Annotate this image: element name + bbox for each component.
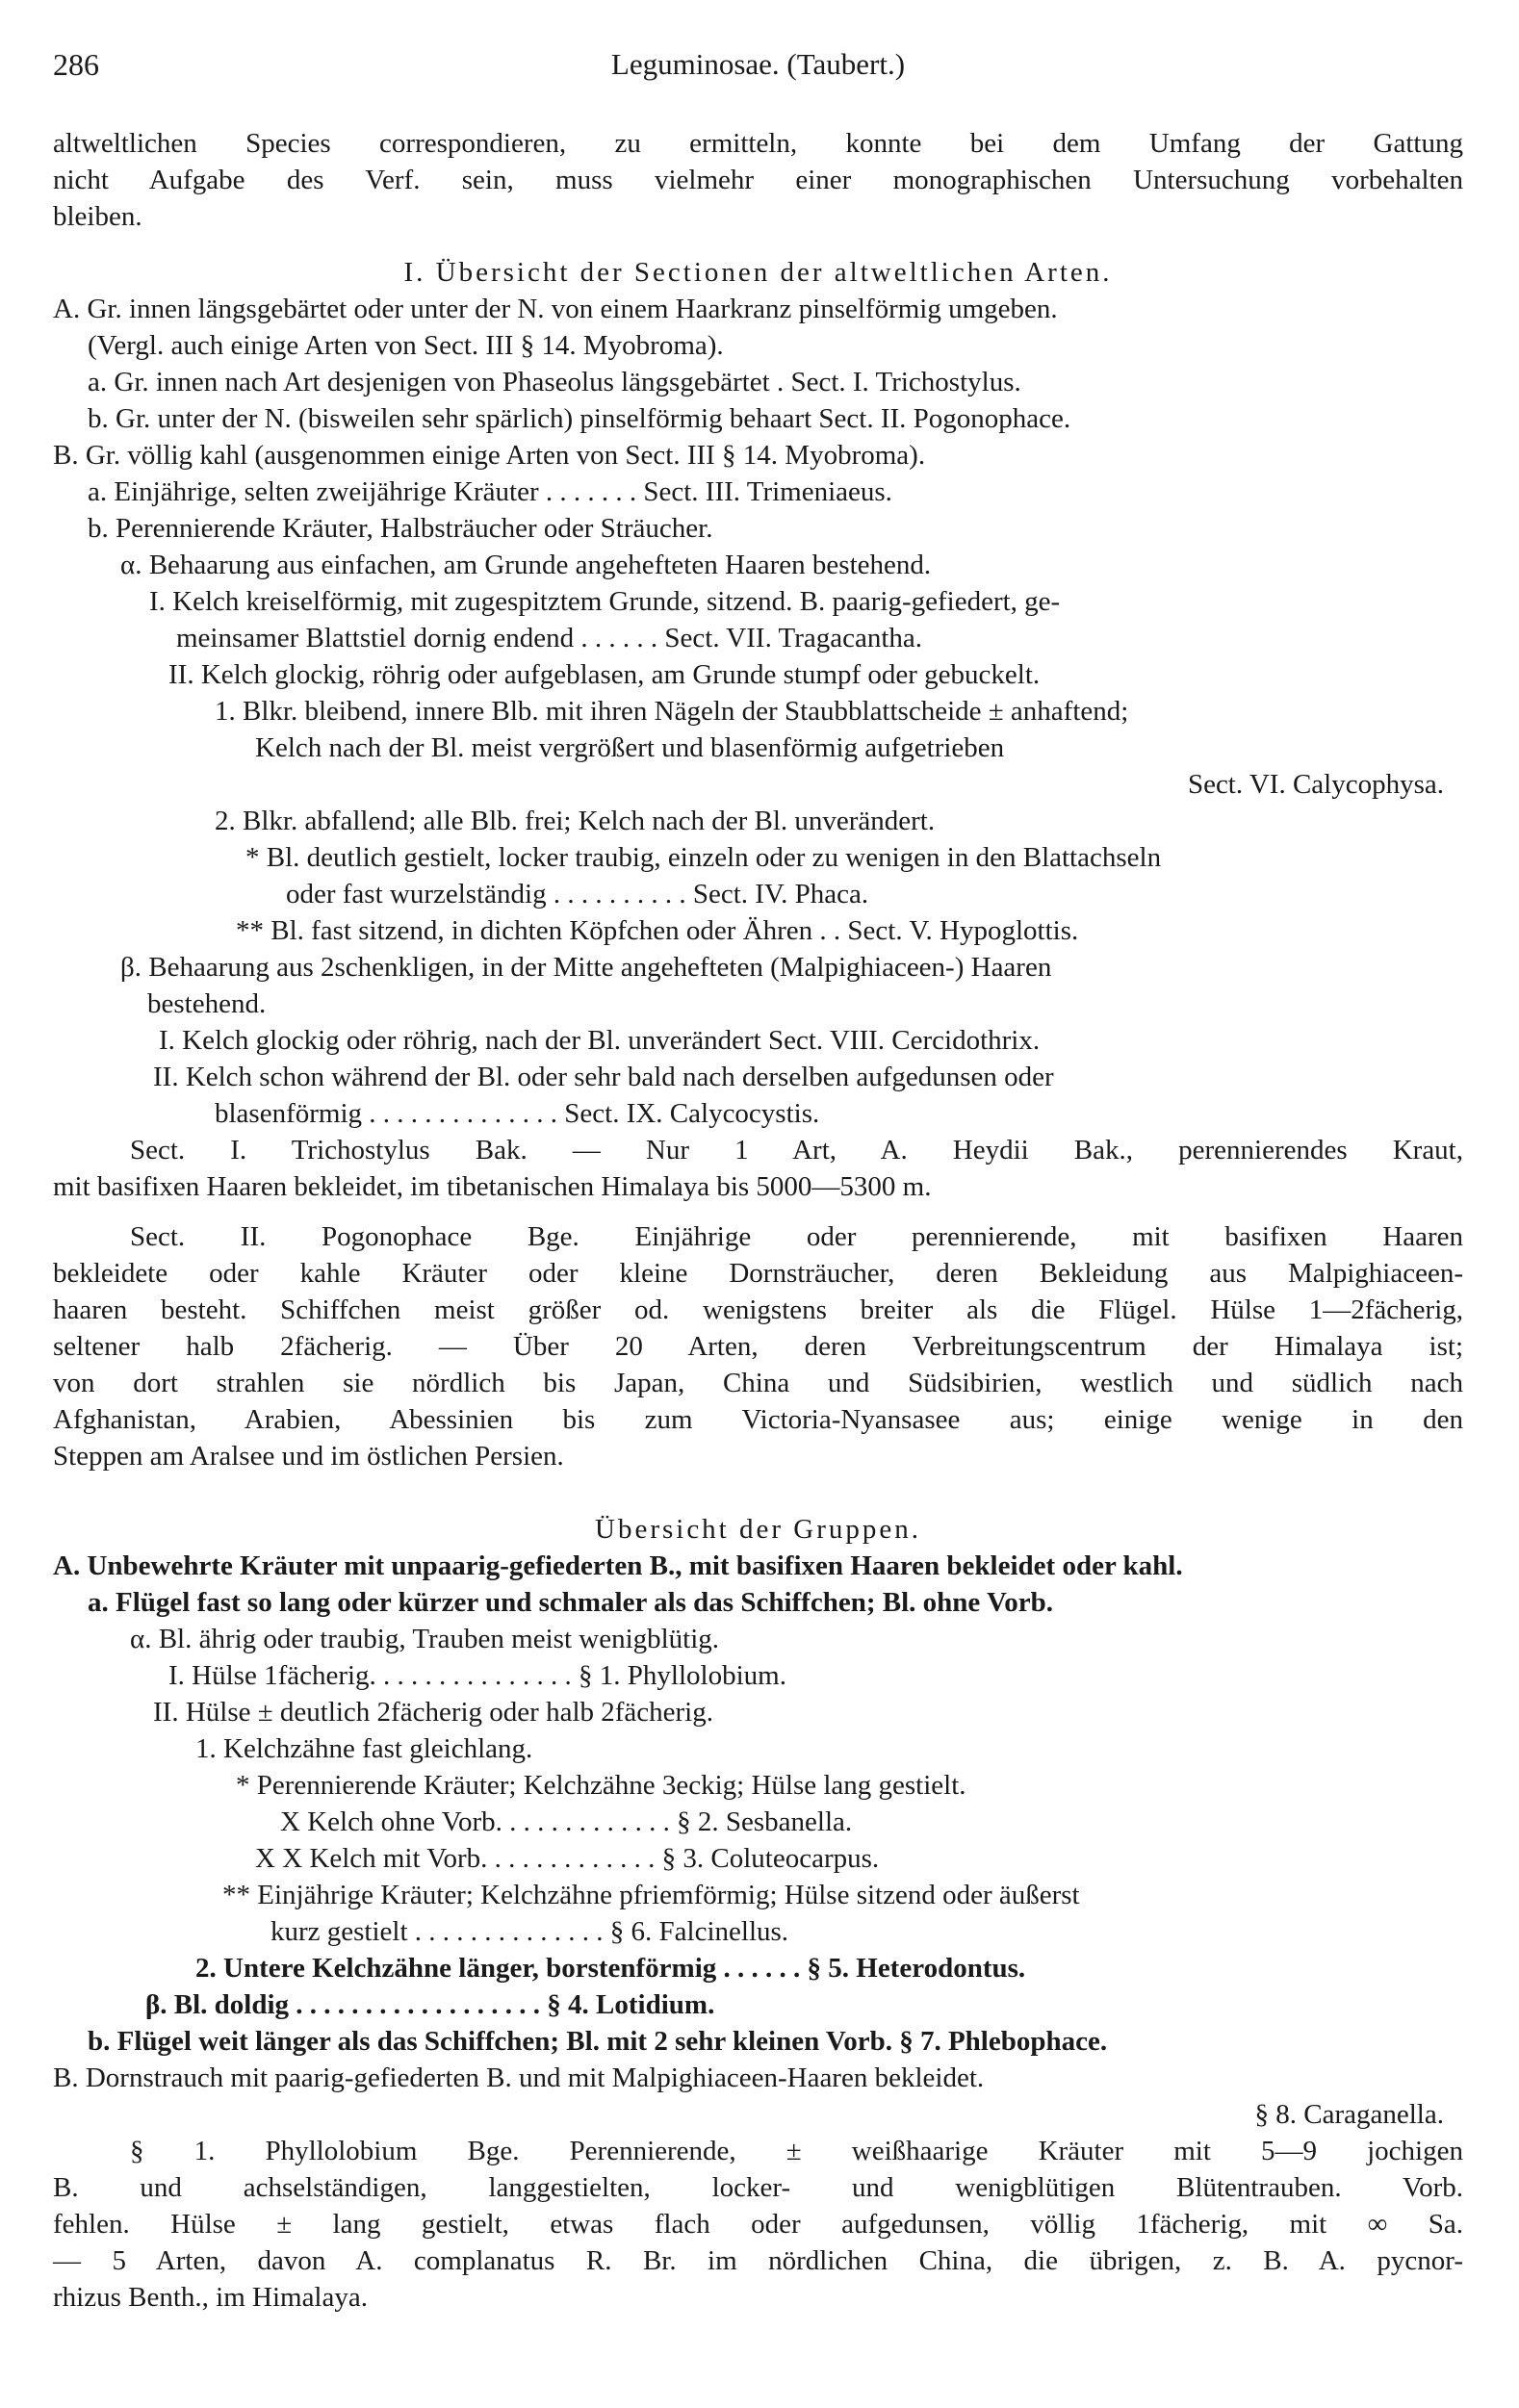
key-line: α. Bl. ährig oder traubig, Trauben meist wenigblütig. bbox=[130, 1624, 720, 1654]
key-line: A. Gr. innen längsgebärtet oder unter der N. von einem Haarkranz pinselförmig umgeben. bbox=[53, 294, 1058, 324]
text-line: rhizus Benth., im Himalaya. bbox=[53, 2282, 368, 2313]
running-head: Leguminosae. (Taubert.) bbox=[610, 47, 906, 81]
text-line: nicht Aufgabe des Verf. sein, muss vielmehr einer monographischen Untersuchung vorbehalten bbox=[53, 165, 1463, 195]
text-line: — 5 Arten, davon A. complanatus R. Br. im nördlichen China, die übrigen, z. B. A. pycnor- bbox=[53, 2245, 1463, 2276]
key-line: 2. Untere Kelchzähne länger, borstenförmig . . . . . . § 5. Heterodontus. bbox=[195, 1953, 1026, 1984]
sect-2-paragraph bbox=[53, 1218, 1463, 1474]
key-line: II. Hülse ± deutlich 2fächerig oder halb 2fächerig. bbox=[153, 1697, 713, 1728]
key-line: Kelch nach der Bl. meist vergrößert und blasenförmig aufgetrieben bbox=[255, 732, 1005, 763]
text-line: fehlen. Hülse ± lang gestielt, etwas flach oder aufgedunsen, völlig 1fächerig, mit ∞ Sa. bbox=[53, 2209, 1463, 2240]
page-header bbox=[53, 46, 1463, 89]
key-line: blasenförmig . . . . . . . . . . . . . . Sect. IX. Calycocystis. bbox=[215, 1098, 820, 1129]
key-line: a. Einjährige, selten zweijährige Kräuter . . . . . . . Sect. III. Trimeniaeus. bbox=[88, 476, 892, 507]
key-line: I. Kelch glockig oder röhrig, nach der Bl. unverändert Sect. VIII. Cercidothrix. bbox=[159, 1025, 1041, 1056]
key-line: b. Perennierende Kräuter, Halbsträucher oder Sträucher. bbox=[88, 513, 713, 544]
key-line: 1. Blkr. bleibend, innere Blb. mit ihren Nägeln der Staubblattscheide ± anhaftend; bbox=[215, 696, 1129, 727]
key-line: B. Dornstrauch mit paarig-gefiederten B. und mit Malpighiaceen-Haaren bekleidet. bbox=[53, 2062, 985, 2093]
key-line: B. Gr. völlig kahl (ausgenommen einige Arten von Sect. III § 14. Myobroma). bbox=[53, 440, 926, 471]
page-body bbox=[53, 125, 1463, 2316]
key-line: a. Gr. innen nach Art desjenigen von Phaseolus längsgebärtet . Sect. I. Trichostylus. bbox=[88, 367, 1021, 397]
intro-paragraph bbox=[53, 125, 1463, 235]
text-line: bekleidete oder kahle Kräuter oder kleine Dornsträucher, deren Bekleidung aus Malpighiaceen- bbox=[53, 1258, 1463, 1289]
key-line: oder fast wurzelständig . . . . . . . . . . Sect. IV. Phaca. bbox=[286, 879, 869, 909]
text-line: haaren besteht. Schiffchen meist größer od. wenigstens breiter als die Flügel. Hülse 1—2fächerig, bbox=[53, 1294, 1463, 1325]
key-line: X Kelch ohne Vorb. . . . . . . . . . . . . § 2. Sesbanella. bbox=[280, 1806, 853, 1837]
text-line: B. und achselständigen, langgestielten, locker- und wenigblütigen Blütentrauben. Vorb. bbox=[53, 2172, 1463, 2203]
key-line: A. Unbewehrte Kräuter mit unpaarig-gefiederten B., mit basifixen Haaren bekleidet oder kahl. bbox=[53, 1550, 1183, 1581]
key-line: bestehend. bbox=[147, 988, 267, 1019]
text-line: Sect. I. Trichostylus Bak. — Nur 1 Art, A. Heydii Bak., perennierendes Kraut, bbox=[130, 1135, 1463, 1166]
sect-1-paragraph bbox=[53, 1132, 1463, 1205]
text-line: Steppen am Aralsee und im östlichen Persien. bbox=[53, 1441, 564, 1472]
text-line: seltener halb 2fächerig. — Über 20 Arten, deren Verbreitungscentrum der Himalaya ist; bbox=[53, 1331, 1463, 1362]
key-line: β. Bl. doldig . . . . . . . . . . . . . . . . . . § 4. Lotidium. bbox=[145, 1989, 715, 2020]
key-line: kurz gestielt . . . . . . . . . . . . . . § 6. Falcinellus. bbox=[270, 1916, 789, 1947]
groups-key bbox=[53, 1548, 1463, 2133]
key-line: I. Hülse 1fächerig. . . . . . . . . . . . . . . § 1. Phyllolobium. bbox=[168, 1660, 786, 1691]
key-line: (Vergl. auch einige Arten von Sect. III § 14. Myobroma). bbox=[88, 330, 724, 361]
text-line: bleiben. bbox=[53, 201, 142, 232]
key-line: II. Kelch glockig, röhrig oder aufgeblasen, am Grunde stumpf oder gebuckelt. bbox=[168, 659, 1041, 690]
key-line: a. Flügel fast so lang oder kürzer und schmaler als das Schiffchen; Bl. ohne Vorb. bbox=[88, 1587, 1054, 1618]
key-line: I. Kelch kreiselförmig, mit zugespitztem Grunde, sitzend. B. paarig-gefiedert, ge- bbox=[149, 586, 1061, 617]
text-line: Afghanistan, Arabien, Abessinien bis zum Victoria-Nyansasee aus; einige wenige in den bbox=[53, 1404, 1463, 1435]
text-line: § 1. Phyllolobium Bge. Perennierende, ± weißhaarige Kräuter mit 5—9 jochigen bbox=[130, 2136, 1463, 2166]
key-line: α. Behaarung aus einfachen, am Grunde angehefteten Haaren bestehend. bbox=[120, 550, 932, 580]
key-line: 1. Kelchzähne fast gleichlang. bbox=[195, 1733, 533, 1764]
sections-key bbox=[53, 291, 1463, 1132]
text-line: Sect. II. Pogonophace Bge. Einjährige oder perennierende, mit basifixen Haaren bbox=[130, 1221, 1463, 1252]
key-line: meinsamer Blattstiel dornig endend . . . . . . Sect. VII. Tragacantha. bbox=[176, 623, 923, 653]
text-line: altweltlichen Species correspondieren, zu ermitteln, konnte bei dem Umfang der Gattung bbox=[53, 128, 1463, 159]
key-line: ** Einjährige Kräuter; Kelchzähne pfriemförmig; Hülse sitzend oder äußerst bbox=[222, 1880, 1080, 1910]
key-line: II. Kelch schon während der Bl. oder sehr bald nach derselben aufgedunsen oder bbox=[153, 1062, 1054, 1092]
phyllolobium-paragraph bbox=[53, 2133, 1463, 2316]
key-line: * Bl. deutlich gestielt, locker traubig, einzeln oder zu wenigen in den Blattachseln bbox=[245, 842, 1162, 873]
key-line: Sect. VI. Calycophysa. bbox=[1187, 769, 1444, 800]
key-line: 2. Blkr. abfallend; alle Blb. frei; Kelch nach der Bl. unverändert. bbox=[215, 806, 936, 836]
text-line: mit basifixen Haaren bekleidet, im tibetanischen Himalaya bis 5000—5300 m. bbox=[53, 1171, 932, 1202]
key-line: § 8. Caraganella. bbox=[1254, 2099, 1444, 2130]
key-line: b. Gr. unter der N. (bisweilen sehr spärlich) pinselförmig behaart Sect. II. Pogonophace. bbox=[88, 403, 1071, 434]
key-line: b. Flügel weit länger als das Schiffchen; Bl. mit 2 sehr kleinen Vorb. § 7. Phlebophace. bbox=[88, 2026, 1108, 2057]
key-line: ** Bl. fast sitzend, in dichten Köpfchen oder Ähren . . Sect. V. Hypoglottis. bbox=[236, 915, 1079, 946]
page-number: 286 bbox=[53, 47, 99, 82]
key-line: β. Behaarung aus 2schenkligen, in der Mitte angehefteten (Malpighiaceen-) Haaren bbox=[120, 952, 1052, 983]
groups-heading: Übersicht der Gruppen. bbox=[595, 1514, 921, 1545]
sections-heading: I. Übersicht der Sectionen der altweltlichen Arten. bbox=[403, 257, 1113, 288]
key-line: X X Kelch mit Vorb. . . . . . . . . . . . . § 3. Coluteocarpus. bbox=[255, 1843, 880, 1874]
text-line: von dort strahlen sie nördlich bis Japan, China und Südsibirien, westlich und südlich nach bbox=[53, 1368, 1463, 1398]
key-line: * Perennierende Kräuter; Kelchzähne 3eckig; Hülse lang gestielt. bbox=[236, 1770, 966, 1801]
